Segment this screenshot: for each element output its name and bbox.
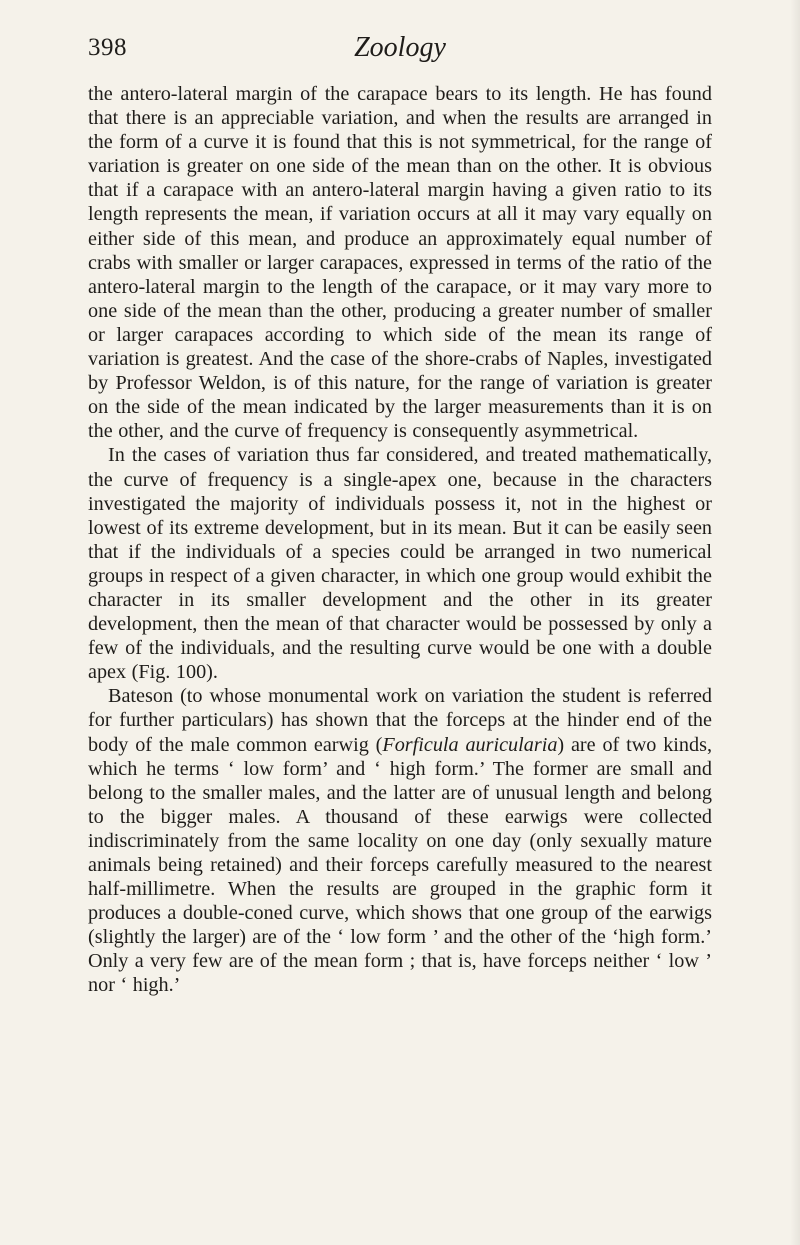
- body-text: [88, 82, 712, 998]
- paragraph: [88, 82, 712, 443]
- running-head: Zoology: [354, 32, 446, 63]
- paragraph: [88, 443, 712, 684]
- paragraph-text: Bateson (to whose monumental work on variation the student is referred for further particulars) has shown that the forceps at the hinder end of the body of the male common earwig (: [88, 685, 712, 756]
- paragraph-text: ) are of two kinds, which he terms ‘ low form’ and ‘ high form.’ The former are small and belong to the smaller males, and the latter are of unusual length and belong to the bigger males. A thousand of these earwigs were collected indiscriminately from the same locality on one day (only sexually mature animals being retained) and their forceps carefully measured to the nearest half-millimetre. When the results are grouped in the graphic form it produces a double-coned curve, which shows that one group of the earwigs (slightly the larger) are of the ‘ low form ’ and the other of the ‘high form.’ Only a very few are of the mean form ; that is, have forceps neither ‘ low ’ nor ‘ high.’: [88, 733, 712, 997]
- page-number: 398: [88, 34, 127, 61]
- page-header: [88, 28, 712, 68]
- paragraph: [88, 684, 712, 997]
- page-edge-shadow: [790, 0, 800, 1245]
- paragraph-text: the antero-lateral margin of the carapace bears to its length. He has found that there is an appreciable variation, and when the results are arranged in the form of a curve it is found that this is not symmetrical, for the range of variation is greater on one side of the mean than on the other. It is obvious that if a carapace with an antero-lateral margin having a given ratio to its length represents the mean, if variation occurs at all it may vary equally on either side of this mean, and produce an approximately equal number of crabs with smaller or larger carapaces, expressed in terms of the ratio of the antero-lateral margin to the length of the carapace, or it may vary more to one side of the mean than the other, producing a greater number of smaller or larger carapaces according to which side of the mean its range of variation is greatest. And the case of the shore-crabs of Naples, investigated by Professor Weldon, is of this nature, for the range of variation is greater on the side of the mean indicated by the larger measurements than it is on the other, and the curve of frequency is consequently asymmetrical.: [88, 83, 712, 443]
- italic-text: Forficula auricularia: [382, 733, 558, 756]
- paragraph-text: In the cases of variation thus far considered, and treated mathematically, the curve of frequency is a single-apex one, because in the characters investigated the majority of individuals possess it, not in the highest or lowest of its extreme development, but in its mean. But it can be easily seen that if the individuals of a species could be arranged in two numerical groups in respect of a given character, in which one group would exhibit the character in its smaller development and the other in its greater development, then the mean of that character would be possessed by only a few of the individuals, and the resulting curve would be one with a double apex (Fig. 100).: [88, 444, 712, 684]
